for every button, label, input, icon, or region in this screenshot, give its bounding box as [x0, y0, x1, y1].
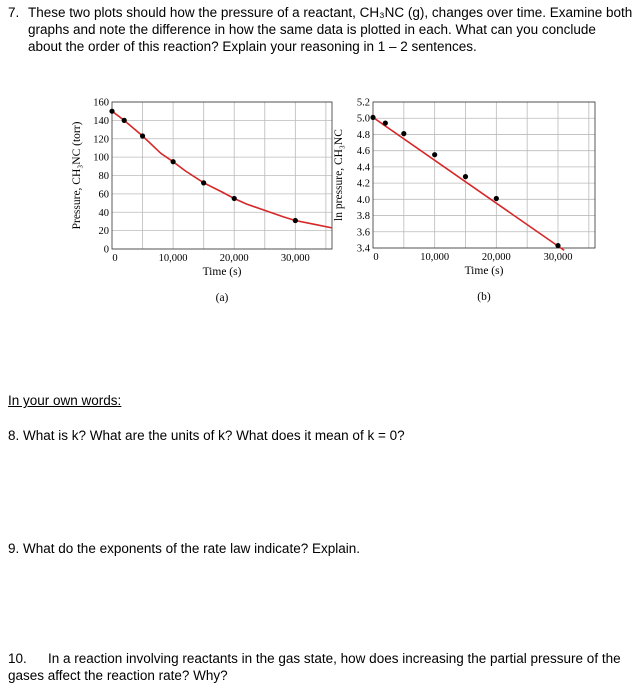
question-7-number: 7. — [8, 5, 20, 20]
y-tick-label: 120 — [93, 134, 109, 146]
x-tick-label: 10,000 — [158, 253, 188, 264]
x-axis-label: Time (s) — [202, 266, 242, 278]
question-10-text: In a reaction involving reactants in the gas state, how does increasing the partial pressure of the gases affect the reaction rate? Why? — [8, 651, 621, 683]
y-tick-label: 3.8 — [356, 211, 370, 223]
y-tick-label: 4.4 — [356, 162, 370, 174]
y-tick-label: 4.8 — [356, 129, 370, 141]
data-point — [494, 196, 499, 201]
data-point — [171, 159, 176, 164]
y-tick-label: 40 — [98, 207, 109, 219]
question-8-text: What is k? What are the units of k? What does it mean of k = 0? — [23, 428, 405, 443]
series-line — [373, 117, 564, 250]
y-axis-label: ln pressure, CH₃NC — [333, 129, 345, 221]
y-tick-label: 5.2 — [356, 97, 370, 109]
y-tick-label: 3.4 — [356, 243, 370, 255]
y-tick-label: 5.0 — [356, 113, 370, 125]
y-tick-label: 160 — [93, 97, 109, 109]
chart-caption: (a) — [215, 292, 229, 304]
section-heading: In your own words: — [8, 393, 122, 408]
series-line — [112, 111, 332, 228]
question-7-text: These two plots should how the pressure of a reactant, CH₃NC (g), changes over time. Examine both graphs and note the difference in how the same data is plotted in each. What can you conclude about the order of this reaction? Explain your reasoning in 1 – 2 sentences. — [28, 5, 633, 54]
x-tick-label: 30,000 — [543, 252, 573, 263]
data-point — [201, 180, 206, 185]
data-point — [293, 218, 298, 223]
question-8-number: 8. — [8, 428, 20, 443]
y-tick-label: 4.0 — [356, 194, 370, 206]
y-tick-label: 3.6 — [356, 227, 370, 239]
data-point — [122, 118, 127, 123]
y-tick-label: 60 — [98, 189, 109, 201]
question-8 — [8, 427, 405, 444]
data-point — [232, 196, 237, 201]
question-9-number: 9. — [8, 541, 20, 556]
x-tick-label: 30,000 — [280, 253, 310, 264]
question-9-text: What do the exponents of the rate law indicate? Explain. — [23, 541, 360, 556]
x-tick-label: 0 — [112, 253, 118, 264]
chart-b — [333, 98, 595, 304]
plot-frame — [373, 102, 595, 248]
y-tick-label: 4.6 — [356, 146, 370, 158]
x-axis-label: Time (s) — [464, 265, 504, 277]
data-point — [463, 174, 468, 179]
question-9 — [8, 540, 360, 557]
x-tick-label: 20,000 — [481, 252, 511, 263]
y-tick-label: 80 — [98, 171, 109, 182]
y-tick-label: 100 — [93, 152, 109, 164]
data-point — [432, 152, 437, 157]
y-tick-label: 140 — [93, 115, 109, 127]
x-tick-label: 10,000 — [420, 252, 450, 263]
y-tick-label: 0 — [103, 244, 109, 256]
data-point — [401, 131, 406, 136]
y-axis-label: Pressure, CH₃NC (torr) — [71, 121, 83, 230]
data-point — [140, 133, 145, 138]
data-point — [109, 109, 114, 114]
data-point — [555, 243, 560, 248]
x-tick-label: 20,000 — [219, 253, 249, 264]
chart-a — [71, 98, 332, 305]
question-10 — [8, 650, 633, 684]
data-point — [383, 120, 388, 125]
y-tick-label: 4.2 — [356, 178, 370, 190]
chart-caption: (b) — [477, 291, 491, 303]
data-point — [370, 115, 375, 120]
question-10-number: 10. — [8, 651, 27, 666]
y-tick-label: 20 — [98, 226, 109, 238]
x-tick-label: 0 — [373, 252, 379, 263]
